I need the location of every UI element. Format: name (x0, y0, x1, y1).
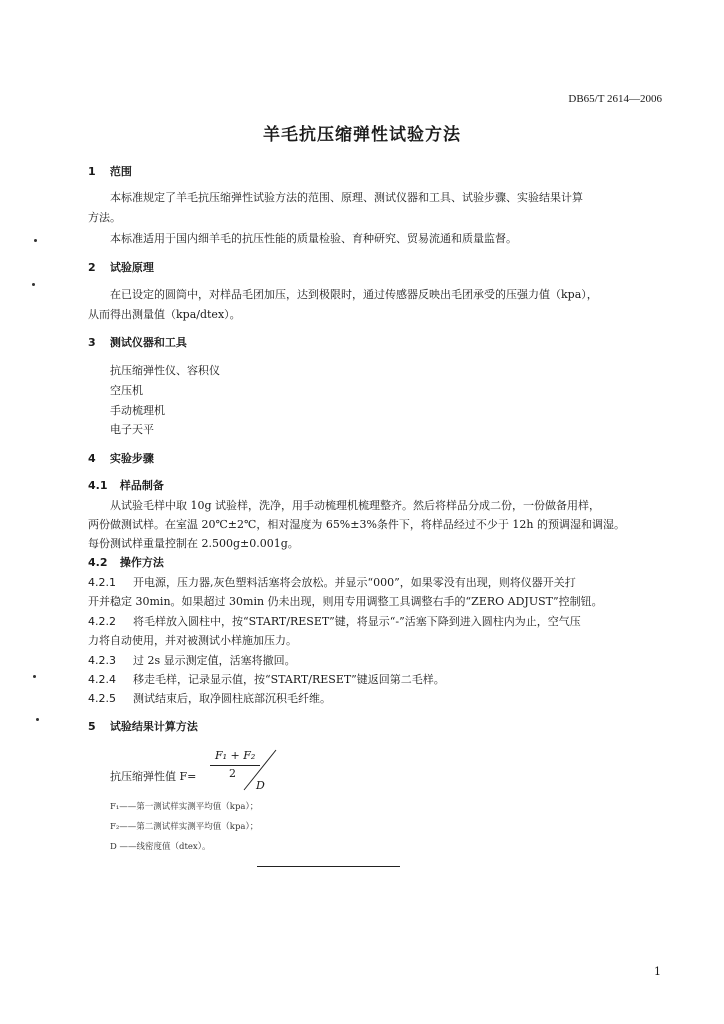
formula-label: 抗压缩弹性值 F= (110, 770, 197, 783)
definition-f1: F₁——第一测试样实测平均值（kpa）； (110, 802, 259, 812)
step-4-2-2-continued: 力将自动使用，并对被测试小样施加压力。 (88, 634, 297, 647)
step-text: 过 2s 显示测定值，活塞将撤回。 (133, 654, 296, 667)
step-4-2-3 (88, 652, 296, 668)
formula-numerator: F₁ + F₂ (215, 749, 256, 762)
equipment-item: 抗压缩弹性仪、容积仪 (110, 364, 220, 377)
equipment-item: 空压机 (110, 384, 143, 397)
section-3-title: 测试仪器和工具 (109, 336, 187, 349)
step-text: 开电源，压力器,灰色塑料活塞将会放松。并显示“000”，如果零没有出现，则将仪器开关打 (133, 576, 576, 589)
margin-speck (33, 675, 36, 678)
page-number: 1 (654, 965, 661, 978)
equipment-item: 电子天平 (110, 423, 154, 436)
definition-d: D ——线密度值（dtex）。 (110, 842, 211, 852)
section-4-1-line-c: 每份测试样重量控制在 2.500g±0.001g。 (88, 537, 299, 550)
section-2-title: 试验原理 (109, 261, 154, 274)
margin-speck (34, 239, 37, 242)
section-2-heading (88, 259, 154, 275)
section-4-number: 4 (88, 452, 96, 465)
section-4-1-line-b: 两份做测试样。在室温 20℃±2℃，相对湿度为 65%±3%条件下，将样品经过不少于 12h 的预调湿和调湿。 (88, 518, 626, 531)
section-4-heading (88, 450, 154, 466)
standard-number: DB65/T 2614—2006 (568, 93, 662, 105)
section-4-1-number: 4.1 (88, 479, 108, 492)
section-4-2-heading (88, 554, 164, 570)
section-1-p1-line-b: 方法。 (88, 211, 121, 224)
section-1-paragraph-1 (88, 188, 661, 207)
step-text: 将毛样放入圆柱中，按“START/RESET”键，将显示“-”活塞下降到进入圆柱内为止，空气压 (133, 615, 581, 628)
section-4-1-line-a: 从试验毛样中取 10g 试验样，洗净，用手动梳理机梳理整齐。然后将样品分成二份，一份做备用样， (110, 499, 601, 512)
step-4-2-1 (88, 574, 576, 590)
step-number: 4.2.3 (88, 654, 116, 667)
step-text: 移走毛样，记录显示值，按“START/RESET”键返回第二毛样。 (133, 673, 445, 686)
step-4-2-2 (88, 613, 581, 629)
step-number: 4.2.1 (88, 576, 116, 589)
section-5-heading (88, 718, 198, 734)
definition-f2: F₂——第二测试样实测平均值（kpa）； (110, 822, 259, 832)
section-1-title: 范围 (109, 165, 132, 178)
equipment-item: 手动梳理机 (110, 404, 165, 417)
section-5-number: 5 (88, 720, 96, 733)
margin-speck (36, 718, 39, 721)
step-text: 测试结束后，取净圆柱底部沉积毛纤维。 (133, 692, 331, 705)
end-rule (257, 866, 400, 867)
section-5-title: 试验结果计算方法 (109, 720, 198, 733)
section-4-1-heading (88, 477, 164, 493)
margin-speck (32, 283, 35, 286)
step-4-2-4 (88, 671, 445, 687)
section-1-p1-line-a: 本标准规定了羊毛抗压缩弹性试验方法的范围、原理、测试仪器和工具、试验步骤、实验结果计算 (110, 191, 583, 204)
section-1-number: 1 (88, 165, 96, 178)
step-number: 4.2.2 (88, 615, 116, 628)
step-4-2-1-continued: 开并稳定 30min。如果超过 30min 仍未出现，则用专用调整工具调整右手的“ZERO ADJUST”控制钮。 (88, 595, 603, 608)
section-1-heading (88, 163, 132, 179)
section-3-heading (88, 334, 187, 350)
section-2-p1-line-a: 在已设定的圆筒中，对样品毛团加压，达到极限时，通过传感器反映出毛团承受的压强力值（kpa）， (110, 288, 598, 301)
section-2-p1-line-b: 从而得出测量值（kpa/dtex）。 (88, 308, 241, 321)
formula-denominator: D (256, 779, 265, 792)
section-2-number: 2 (88, 261, 96, 274)
step-number: 4.2.4 (88, 673, 116, 686)
section-4-title: 实验步骤 (109, 452, 154, 465)
section-3-number: 3 (88, 336, 96, 349)
section-4-2-number: 4.2 (88, 556, 108, 569)
section-4-1-title: 样品制备 (119, 479, 164, 492)
section-1-paragraph-2: 本标准适用于国内细羊毛的抗压性能的质量检验、育种研究、贸易流通和质量监督。 (110, 232, 517, 245)
formula-two: 2 (229, 767, 236, 780)
section-4-2-title: 操作方法 (119, 556, 164, 569)
step-4-2-5 (88, 690, 331, 706)
step-number: 4.2.5 (88, 692, 116, 705)
page-title: 羊毛抗压缩弹性试验方法 (263, 125, 461, 145)
